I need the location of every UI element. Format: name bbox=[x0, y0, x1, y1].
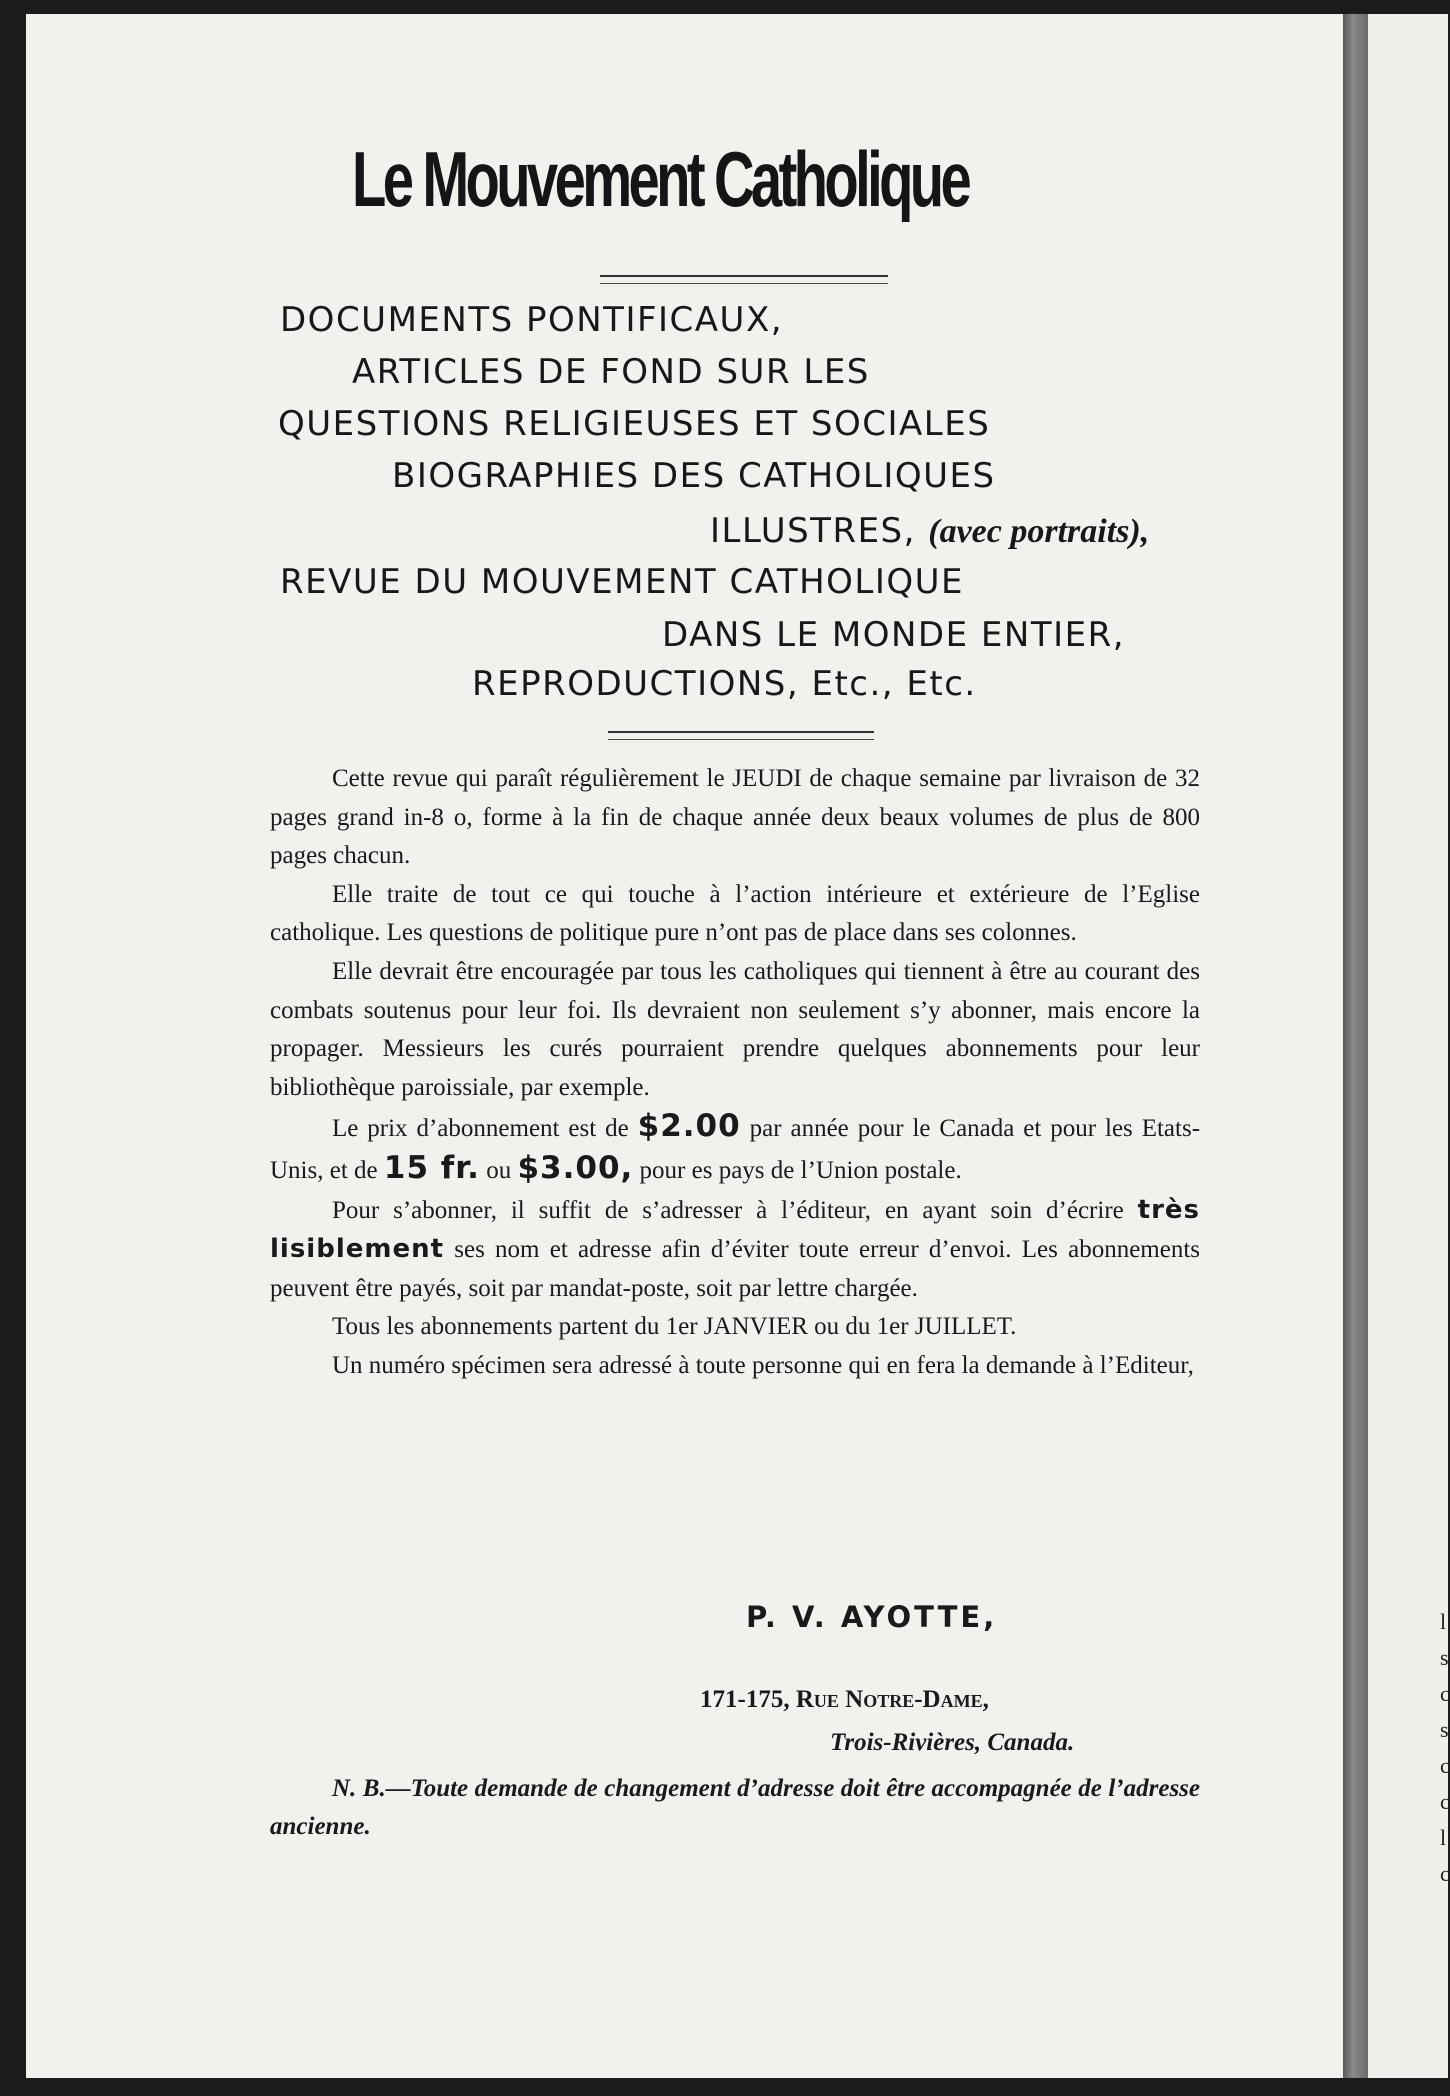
heading-line: QUESTIONS RELIGIEUSES ET SOCIALES bbox=[278, 404, 991, 444]
publisher-name: P. V. AYOTTE, bbox=[746, 1600, 998, 1634]
subscribe-paragraph: Pour s’abonner, il suffit de s’adresser à l’éditeur, en ayant soin d’écrire très lisiblement ses nom et adresse afin d’éviter toute erreur d’envoi. Les abonnements peuvent être payés, soit par mandat-poste, soit par lettre chargée. bbox=[270, 1194, 1201, 1302]
heading-divider-bottom bbox=[608, 739, 874, 740]
price-canada: $2.00 bbox=[637, 1108, 741, 1145]
paragraph: Elle devrait être encouragée par tous les catholiques qui tiennent à être au courant des combats soutenus pour leur foi. Ils devraient non seulement s’y abonner, mais encore la propager. Messieurs les curés pourraient prendre quelques abonnements pour leur bibliothèque paroissiale, par exemple. bbox=[270, 957, 1200, 1101]
heading-line: DOCUMENTS PONTIFICAUX, bbox=[280, 300, 784, 340]
heading-line: REVUE DU MOUVEMENT CATHOLIQUE bbox=[280, 562, 965, 602]
scan-corner-mark bbox=[1090, 0, 1108, 12]
price-postal-union: $3.00, bbox=[517, 1149, 634, 1186]
heading-line bbox=[710, 511, 1149, 551]
paragraph: Tous les abonnements partent du 1er JANVIER ou du 1er JUILLET. bbox=[332, 1313, 1017, 1341]
book-spine-shadow bbox=[1343, 14, 1368, 2078]
heading-illustres: ILLUSTRES, bbox=[710, 511, 916, 551]
heading-line: ARTICLES DE FOND SUR LES bbox=[352, 352, 870, 392]
publisher-city: Trois-Rivières, Canada. bbox=[830, 1729, 1075, 1756]
paragraph: Elle traite de tout ce qui touche à l’action intérieure et extérieure de l’Eglise catholique. Les questions de politique pure n’ont pas de place dans ses colonnes. bbox=[270, 880, 1200, 947]
fragment: s bbox=[1440, 1645, 1449, 1670]
fragment: l bbox=[1440, 1825, 1447, 1850]
fragment: c bbox=[1440, 1753, 1450, 1778]
publisher-address: 171-175, Rue Notre-Dame, bbox=[700, 1686, 989, 1713]
fragment: s bbox=[1440, 1717, 1449, 1742]
title-divider-bottom bbox=[600, 283, 888, 284]
fragment: c bbox=[1440, 1861, 1450, 1886]
paragraph: Un numéro spécimen sera adressé à toute personne qui en fera la demande à l’Editeur, bbox=[332, 1351, 1194, 1379]
heading-line: BIOGRAPHIES DES CATHOLIQUES bbox=[392, 456, 996, 496]
price-francs: 15 fr. bbox=[383, 1149, 480, 1186]
page-title: Le Mouvement Catholique bbox=[352, 135, 969, 223]
heading-line: DANS LE MONDE ENTIER, bbox=[662, 615, 1126, 655]
heading-portraits-note: (avec portraits), bbox=[928, 513, 1150, 550]
fragment: c bbox=[1440, 1681, 1450, 1706]
price-paragraph: Le prix d’abonnement est de $2.00 par année pour le Canada et pour les Etats-Unis, et de 15 fr. ou $3.00, pour es pays de l’Union postale. bbox=[270, 1108, 1201, 1186]
fragment: l bbox=[1440, 1609, 1447, 1634]
paragraph: Cette revue qui paraît régulièrement le JEUDI de chaque semaine par livraison de 32 pages grand in-8 o, forme à la fin de chaque année deux beaux volumes de plus de 800 pages chacun. bbox=[270, 765, 1200, 870]
title-divider-top bbox=[600, 275, 888, 277]
legibly-emphasis: très lisiblement bbox=[270, 1194, 1201, 1265]
fragment: c bbox=[1440, 1789, 1450, 1814]
heading-divider-top bbox=[608, 731, 874, 733]
heading-line: REPRODUCTIONS, Etc., Etc. bbox=[472, 664, 977, 704]
adjacent-page-text-fragments bbox=[1440, 1604, 1450, 1892]
adjacent-page-edge bbox=[1368, 14, 1448, 2078]
address-change-note: N. B.—Toute demande de changement d’adresse doit être accompagnée de l’adresse ancienne. bbox=[270, 1775, 1200, 1840]
body-text bbox=[270, 760, 1200, 1386]
